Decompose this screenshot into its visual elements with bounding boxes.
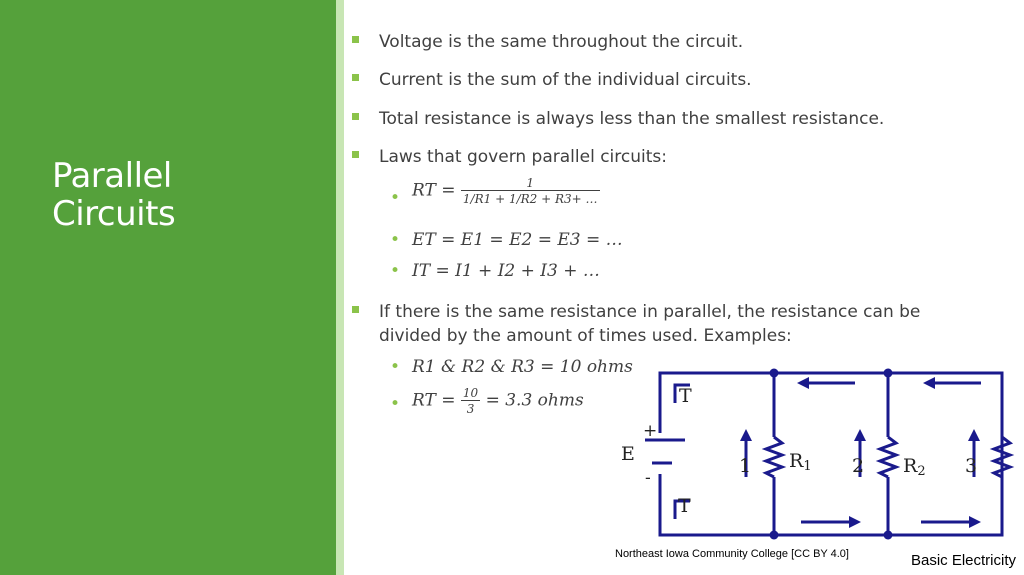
resistor-1-icon bbox=[766, 437, 782, 477]
junction-node-icon bbox=[770, 369, 779, 378]
arrowhead-right-icon bbox=[969, 516, 981, 528]
dot-bullet-icon: • bbox=[390, 230, 401, 250]
arrowhead-left-icon bbox=[923, 377, 935, 389]
arrowhead-right-icon bbox=[849, 516, 861, 528]
dot-bullet-icon: • bbox=[390, 261, 401, 281]
footer-label: Basic Electricity bbox=[910, 552, 1016, 569]
rt-fraction: $\frac{1}{1/R1 + 1/R2 + R3+ \dots}$ bbox=[462, 176, 598, 206]
label-branch-1: 1 bbox=[739, 455, 752, 477]
dot-bullet-icon: • bbox=[390, 394, 401, 414]
rt-lhs: RT = bbox=[412, 180, 456, 201]
square-bullet-icon bbox=[352, 74, 359, 81]
resistor-2-icon bbox=[880, 437, 896, 477]
dot-bullet-icon: • bbox=[390, 357, 401, 377]
slide-title bbox=[52, 157, 175, 233]
junction-node-icon bbox=[884, 531, 893, 540]
square-bullet-icon bbox=[352, 306, 359, 313]
title-panel bbox=[0, 0, 336, 575]
panel-edge bbox=[336, 0, 344, 575]
arrowhead-up-icon bbox=[968, 429, 980, 441]
arrowhead-left-icon bbox=[797, 377, 809, 389]
ex2-rhs: = 3.3 ohms bbox=[485, 390, 584, 411]
label-source-e: E bbox=[621, 443, 635, 465]
parallel-circuit-diagram bbox=[615, 365, 1020, 545]
junction-node-icon bbox=[884, 369, 893, 378]
label-t-bottom: T bbox=[678, 495, 691, 517]
square-bullet-icon bbox=[352, 151, 359, 158]
ex2-fraction: $\frac{10}{3}$ bbox=[462, 386, 479, 416]
circuit-wire-loop bbox=[660, 373, 1002, 535]
label-minus: - bbox=[645, 468, 651, 488]
dot-bullet-icon: • bbox=[390, 188, 401, 208]
arrowhead-up-icon bbox=[740, 429, 752, 441]
title-line-1: Parallel bbox=[52, 156, 172, 196]
square-bullet-icon bbox=[352, 113, 359, 120]
arrowhead-up-icon bbox=[854, 429, 866, 441]
ex2-lhs: RT = bbox=[412, 390, 456, 411]
junction-node-icon bbox=[770, 531, 779, 540]
label-r2: R2 bbox=[903, 455, 926, 479]
label-plus: + bbox=[643, 421, 658, 441]
image-credit: Northeast Iowa Community College [CC BY 4.0] bbox=[615, 548, 849, 560]
label-t-top: T bbox=[679, 385, 692, 407]
label-branch-3: 3 bbox=[965, 455, 978, 477]
label-branch-2: 2 bbox=[852, 455, 865, 477]
title-line-2: Circuits bbox=[52, 194, 176, 234]
label-r1: R1 bbox=[789, 450, 812, 474]
square-bullet-icon bbox=[352, 36, 359, 43]
